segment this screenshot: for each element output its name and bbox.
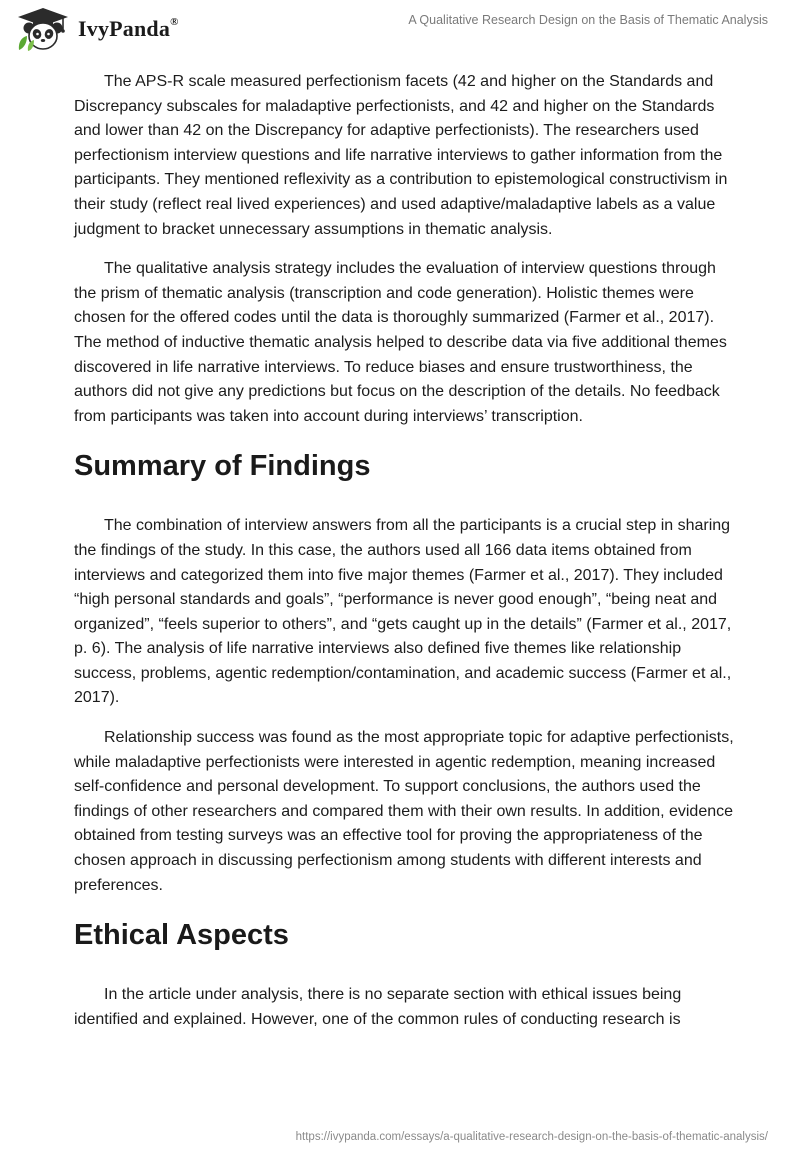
paragraph: In the article under analysis, there is no separate section with ethical issues being identified and explained. However, one of the common rules of conducting research is bbox=[74, 986, 682, 1028]
paragraph: Relationship success was found as the most appropriate topic for adaptive perfectionists, while maladaptive perfectionists were interested in agentic redemption, meaning increased self-confidence and personal development. To support conclusions, the authors used the findings of other researchers and compared them with their own results. In addition, evidence obtained from testing surveys was an effective tool for proving the appropriateness of the chosen approach in discussing perfectionism among students with different interests and preferences. bbox=[74, 729, 734, 894]
paragraph: The qualitative analysis strategy includes the evaluation of interview questions through the prism of thematic analysis (transcription and code generation). Holistic themes were chosen for the offered codes until the data is thoroughly summarized (Farmer et al., 2017). The method of inductive thematic analysis helped to describe data via five additional themes discovered in life narrative interviews. To reduce biases and ensure trustworthiness, the authors did not give any predictions but focus on the description of the details. No feedback from participants was taken into account during interviews’ transcription. bbox=[74, 260, 727, 425]
paragraph: The APS-R scale measured perfectionism facets (42 and higher on the Standards and Discrepancy subscales for maladaptive perfectionists, and 42 and higher on the Standards and lower than 42 on the Discrepancy for adaptive perfectionists). The researchers used perfectionism interview questions and life narrative interviews to gather information from the participants. They mentioned reflexivity as a contribution to epistemological constructivism in their study (reflect real lived experiences) and used adaptive/maladaptive labels as a value judgment to bracket unnecessary assumptions in thematic analysis. bbox=[74, 73, 728, 238]
panda-graduate-icon bbox=[14, 6, 72, 52]
document-title: A Qualitative Research Design on the Basis of Thematic Analysis bbox=[408, 13, 768, 27]
section-heading-summary: Summary of Findings bbox=[74, 450, 371, 483]
page-header bbox=[0, 0, 800, 62]
brand-name: IvyPanda® bbox=[78, 15, 179, 41]
article-body bbox=[74, 70, 734, 1047]
source-url[interactable]: https://ivypanda.com/essays/a-qualitative-research-design-on-the-basis-of-thematic-analysis/ bbox=[295, 1131, 768, 1143]
paragraph: The combination of interview answers from all the participants is a crucial step in sharing the findings of the study. In this case, the authors used all 166 data items obtained from interviews and categorized them into five major themes (Farmer et al., 2017). They included “high personal standards and goals”, “performance is never good enough”, “being neat and organized”, “feels superior to others”, and “gets caught up in the details” (Farmer et al., 2017, p. 6). The analysis of life narrative interviews also defined five themes like relationship success, problems, agentic redemption/contamination, and academic success (Farmer et al., 2017). bbox=[74, 517, 732, 707]
section-heading-ethical: Ethical Aspects bbox=[74, 919, 289, 952]
ivypanda-logo[interactable] bbox=[14, 6, 179, 52]
